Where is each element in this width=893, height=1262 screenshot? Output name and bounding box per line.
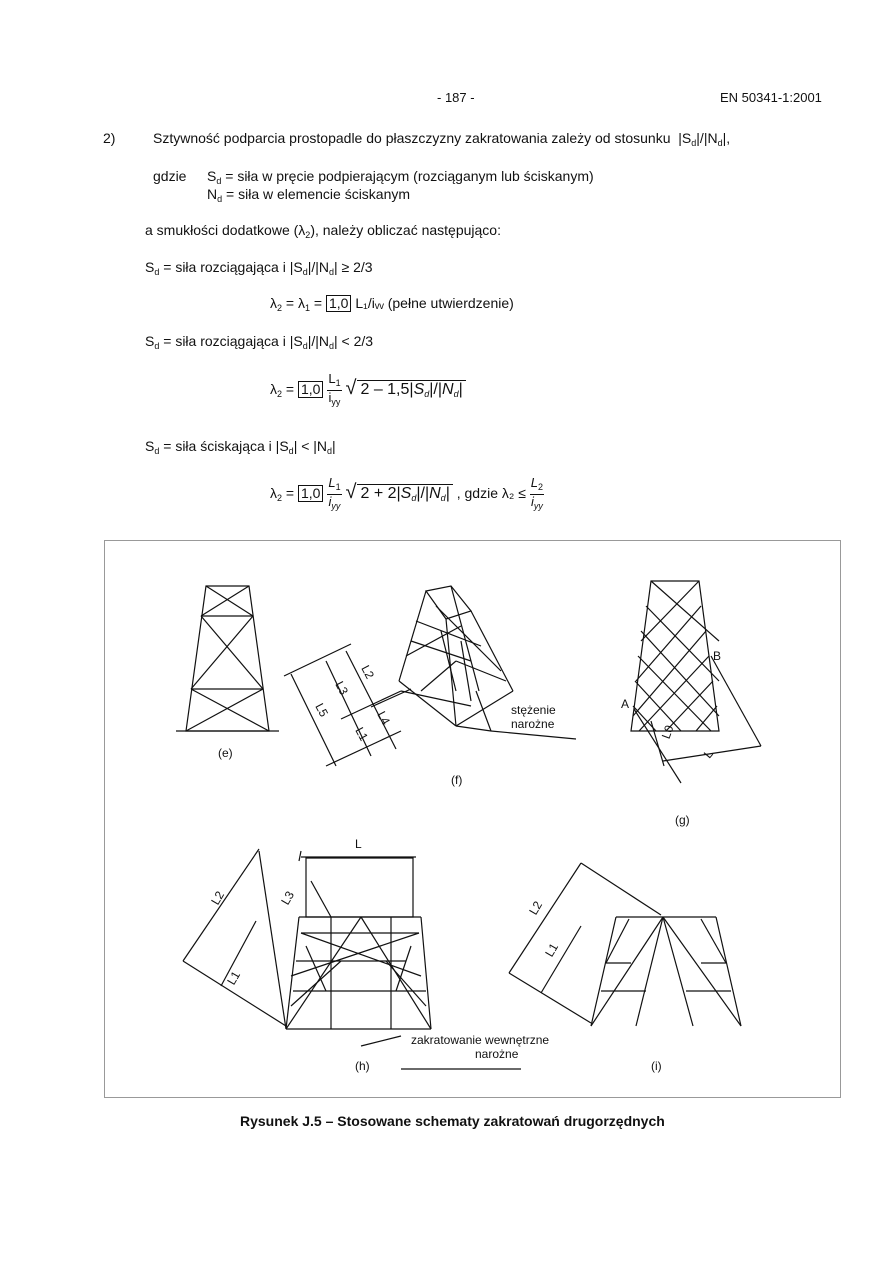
case2-formula: $\lambda_2 = 1,0$ $\frac{L_1}{i_{yy}}$ √ $2 - 1,5|S_d|/|N_d|$ xyxy=(270,372,466,409)
label-i: (i) xyxy=(651,1059,662,1073)
label-B: B xyxy=(713,649,722,663)
label-i-L2: L2 xyxy=(526,898,546,918)
definition-nd: $N_d$ = siła w elemencie ściskanym xyxy=(207,186,411,204)
label-h: (h) xyxy=(355,1059,370,1073)
label-i-L1: L1 xyxy=(542,940,562,960)
label-narozne-2: narożne xyxy=(475,1047,519,1061)
case1-condition: $S_d$ = siła rozciągająca i $|S_d|/|N_d| \ge 2/3$ xyxy=(145,259,373,277)
bracing-diagrams xyxy=(105,541,840,1097)
label-g-L0: L0 xyxy=(658,723,677,741)
label-f: (f) xyxy=(451,773,463,787)
label-stezenie: stężenie xyxy=(511,703,556,717)
diagram-g xyxy=(631,581,761,783)
case1-formula: $\lambda_2 = \lambda_1 = 1,0$ L₁/iᵥᵥ (pełne utwierdzenie) xyxy=(270,295,514,313)
standard-number: EN 50341-1:2001 xyxy=(720,90,822,105)
intro-text: Sztywność podparcia prostopadle do płaszczyzny zakratowania zależy od stosunku $|S_d|/|N_d|$, xyxy=(153,130,731,148)
label-h-L: L xyxy=(355,837,362,851)
definition-sd: $S_d$ = siła w pręcie podpierającym (rozciąganym lub ściskanym) xyxy=(207,168,594,186)
label-h-L3: L3 xyxy=(278,888,298,908)
label-e: (e) xyxy=(218,746,233,760)
case3-formula: $\lambda_2 = 1,0$ $\frac{L_1}{i_{yy}}$ √ $2 + 2|S_d|/|N_d|$ , gdzie λ₂ ≤ $\frac{L_2}{i_{yy}}$ xyxy=(270,475,544,511)
label-f-L4: L4 xyxy=(374,708,393,728)
label-f-L5: L5 xyxy=(312,700,331,720)
case2-condition: $S_d$ = siła rozciągająca i $|S_d|/|N_d| < 2/3$ xyxy=(145,333,374,351)
diagram-f xyxy=(284,586,576,766)
label-g: (g) xyxy=(675,813,690,827)
figure-frame xyxy=(104,540,841,1098)
label-narozne: narożne xyxy=(511,717,555,731)
label-f-L2: L2 xyxy=(358,662,377,682)
label-g-L: L xyxy=(700,746,716,762)
diagram-e xyxy=(176,586,279,731)
label-A: A xyxy=(621,697,630,711)
page-number: - 187 - xyxy=(437,90,475,105)
additional-text: a smukłości dodatkowe $(\lambda_2)$, należy obliczać następująco: xyxy=(145,222,501,240)
item-number: 2) xyxy=(103,130,116,146)
figure-caption: Rysunek J.5 – Stosowane schematy zakratowań drugorzędnych xyxy=(240,1113,665,1129)
gdzie-label: gdzie xyxy=(153,168,187,184)
label-f-L1: L1 xyxy=(352,724,371,744)
label-f-L3: L3 xyxy=(332,678,351,698)
label-h-L1: L1 xyxy=(224,968,244,988)
label-h-L2: L2 xyxy=(208,888,228,908)
diagram-i xyxy=(509,863,741,1026)
case3-condition: $S_d$ = siła ściskająca i $|S_d| < |N_d|$ xyxy=(145,438,336,456)
label-zakratowanie: zakratowanie wewnętrzne xyxy=(411,1033,550,1047)
